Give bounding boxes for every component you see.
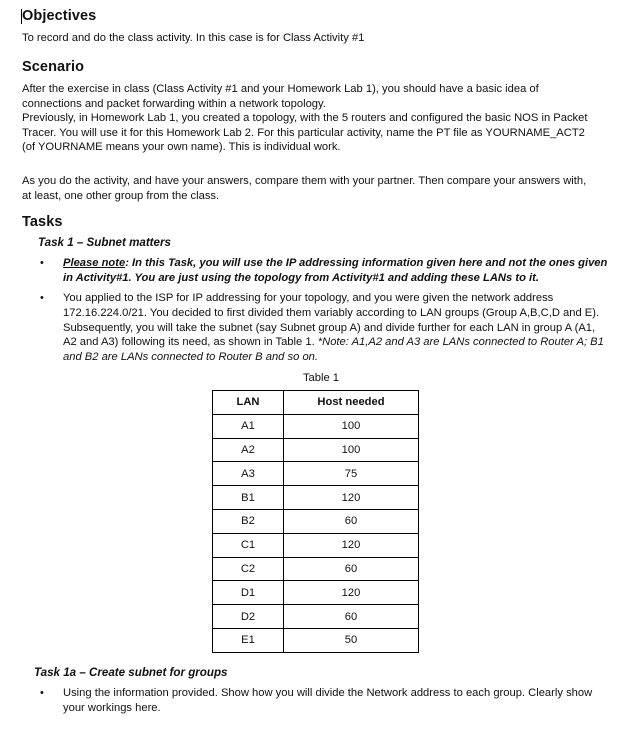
please-note-label: Please note [63,257,126,269]
host-cell: 75 [284,462,419,486]
host-cell: 120 [284,533,419,557]
host-cell: 120 [284,486,419,510]
table-row [213,533,419,557]
table-row [213,438,419,462]
host-cell: 60 [284,605,419,629]
lan-cell: D1 [213,581,284,605]
host-cell: 100 [284,438,419,462]
table-row [213,462,419,486]
host-cell: 50 [284,628,419,652]
lan-cell: B1 [213,486,284,510]
lan-cell: D2 [213,605,284,629]
scenario-heading: Scenario [22,59,85,75]
scenario-paragraph-3: As you do the activity, and have your answers, compare them with your partner. Then compare your answers with, at least, one other group from the class. [22,175,587,202]
bullet-marker: • [40,292,44,304]
host-cell: 100 [284,414,419,438]
task1-heading: Task 1 – Subnet matters [38,236,171,249]
objectives-text: To record and do the class activity. In this case is for Class Activity #1 [22,32,365,44]
isp-bullet-text: You applied to the ISP for IP addressing for your topology, and you were given the network address 172.16.224.0/21. You decided to first divided them variably according to LAN groups (Group A,B,C,D and E). Subsequently, you will take the subnet (say Subnet group A) and divide further for each LAN in group A (A1, A2 and A3) following its need, as shown in Table 1. [63,292,600,349]
task1-isp-bullet [63,291,608,365]
bullet-marker: • [40,687,44,699]
please-note-text: : In this Task, you will use the IP addressing information given here and not the ones given in Activity#1. You are just using the topology from Activity#1 and adding these LANs to it. [63,257,608,284]
scenario-paragraph-2: Previously, in Homework Lab 1, you created a topology, with the 5 routers and configured the basic NOS in Packet Tracer. You will use it for this Homework Lab 2. For this particular activity, name the PT file as YOURNAME_ACT2 (of YOURNAME means your own name). This is individual work. [22,112,588,154]
table-row [213,581,419,605]
lan-cell: A1 [213,414,284,438]
scenario-paragraph-1: After the exercise in class (Class Activity #1 and your Homework Lab 1), you should have a basic idea of connections and packet forwarding within a network topology. [22,83,539,110]
host-cell: 60 [284,509,419,533]
table-row [213,509,419,533]
task1-note-bullet [63,256,608,286]
host-cell: 120 [284,581,419,605]
table-row [213,414,419,438]
isp-bullet-note: *Note: A1,A2 and A3 are LANs connected to Router A; B1 and B2 are LANs connected to Router B and so on. [63,336,604,364]
lan-cell: A3 [213,462,284,486]
bullet-marker: • [40,257,44,269]
table-header-host-needed: Host needed [284,391,419,415]
table-header-lan: LAN [213,391,284,415]
objectives-heading: Objectives [22,8,97,24]
lan-cell: A2 [213,438,284,462]
lan-cell: C2 [213,557,284,581]
table-header-row [213,391,419,415]
lan-cell: B2 [213,509,284,533]
lan-host-table [212,390,419,653]
task1a-bullet: Using the information provided. Show how you will divide the Network address to each group. Clearly show your workings here. [63,687,593,714]
table-row [213,628,419,652]
table-caption: Table 1 [302,372,340,384]
task1a-heading: Task 1a – Create subnet for groups [34,666,228,679]
table-row [213,486,419,510]
table-row [213,557,419,581]
lan-cell: E1 [213,628,284,652]
lan-cell: C1 [213,533,284,557]
tasks-heading: Tasks [22,214,63,230]
host-cell: 60 [284,557,419,581]
table-row [213,605,419,629]
